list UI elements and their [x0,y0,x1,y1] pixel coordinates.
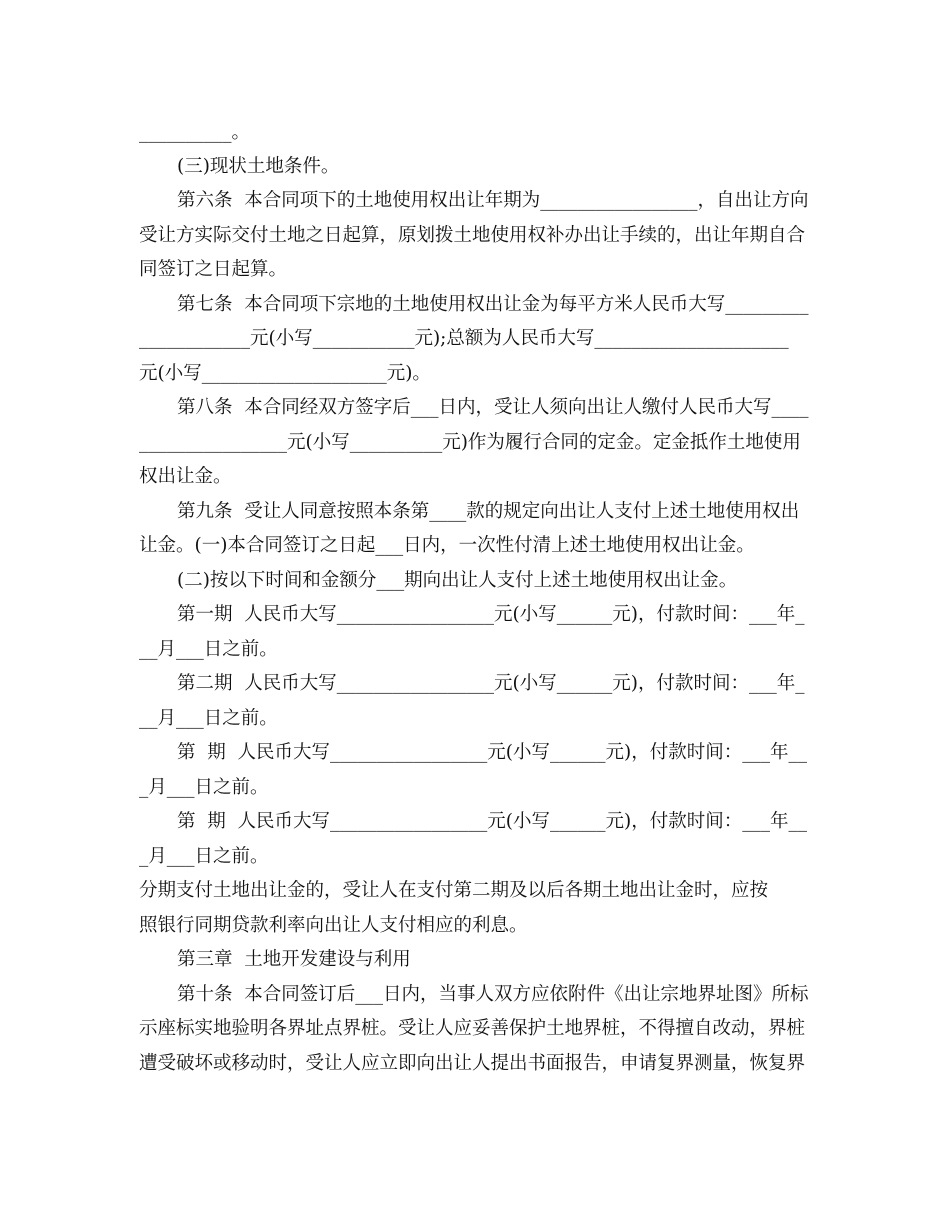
text-line: 权出让金。 [139,466,232,487]
text-line: 第七条 本合同项下宗地的土地使用权出让金为每平方米人民币大写_________ [177,294,809,315]
text-line: 第 期 人民币大写_________________元(小写______元)，付款时间：___年__ [177,742,807,763]
text-line: ____________元(小写___________元);总额为人民币大写_____________________ [139,328,789,349]
text-line: (三)现状土地条件。 [177,156,340,177]
text-line: 遭受破坏或移动时，受让人应立即向出让人提出书面报告，申请复界测量，恢复界 [139,1053,806,1074]
text-line: 第二期 人民币大写_________________元(小写______元)，付款时间：___年_ [177,673,805,694]
text-line: 分期支付土地出让金的，受让人在支付第二期及以后各期土地出让金时，应按 [139,880,769,901]
text-line: 第 期 人民币大写_________________元(小写______元)，付款时间：___年__ [177,811,807,832]
text-line: (二)按以下时间和金额分___期向出让人支付上述土地使用权出让金。 [177,570,738,591]
text-line: 受让方实际交付土地之日起算，原划拨土地使用权补办出让手续的，出让年期自合 [139,225,806,246]
chapter-heading: 第三章 土地开发建设与利用 [177,949,411,970]
text-line: 照银行同期贷款利率向出让人支付相应的利息。 [139,915,528,936]
text-line: 第八条 本合同经双方签字后___日内，受让人须向出让人缴付人民币大写____ [177,397,809,418]
text-line: __月___日之前。 [139,708,278,729]
text-line: 让金。(一)本合同签订之日起___日内，一次性付清上述土地使用权出让金。 [139,535,755,556]
text-line: __________。 [139,122,251,143]
text-line: 元(小写____________________元)。 [139,363,431,384]
text-line: _月___日之前。 [139,846,269,867]
text-line: 示座标实地验明各界址点界桩。受让人应妥善保护土地界桩，不得擅自改动，界桩 [139,1018,806,1039]
text-line: 第十条 本合同签订后___日内，当事人双方应依附件《出让宗地界址图》所标 [177,984,809,1005]
text-line: 同签订之日起算。 [139,259,288,280]
text-line: 第一期 人民币大写_________________元(小写______元)，付款时间：___年_ [177,604,805,625]
text-line: __月___日之前。 [139,639,278,660]
text-line: 第六条 本合同项下的土地使用权出让年期为_________________，自出让方向 [177,190,809,211]
text-line: ________________元(小写__________元)作为履行合同的定金。定金抵作土地使用 [139,432,801,453]
text-line: _月___日之前。 [139,777,269,798]
text-line: 第九条 受让人同意按照本条第____款的规定向出让人支付上述土地使用权出 [177,501,800,522]
